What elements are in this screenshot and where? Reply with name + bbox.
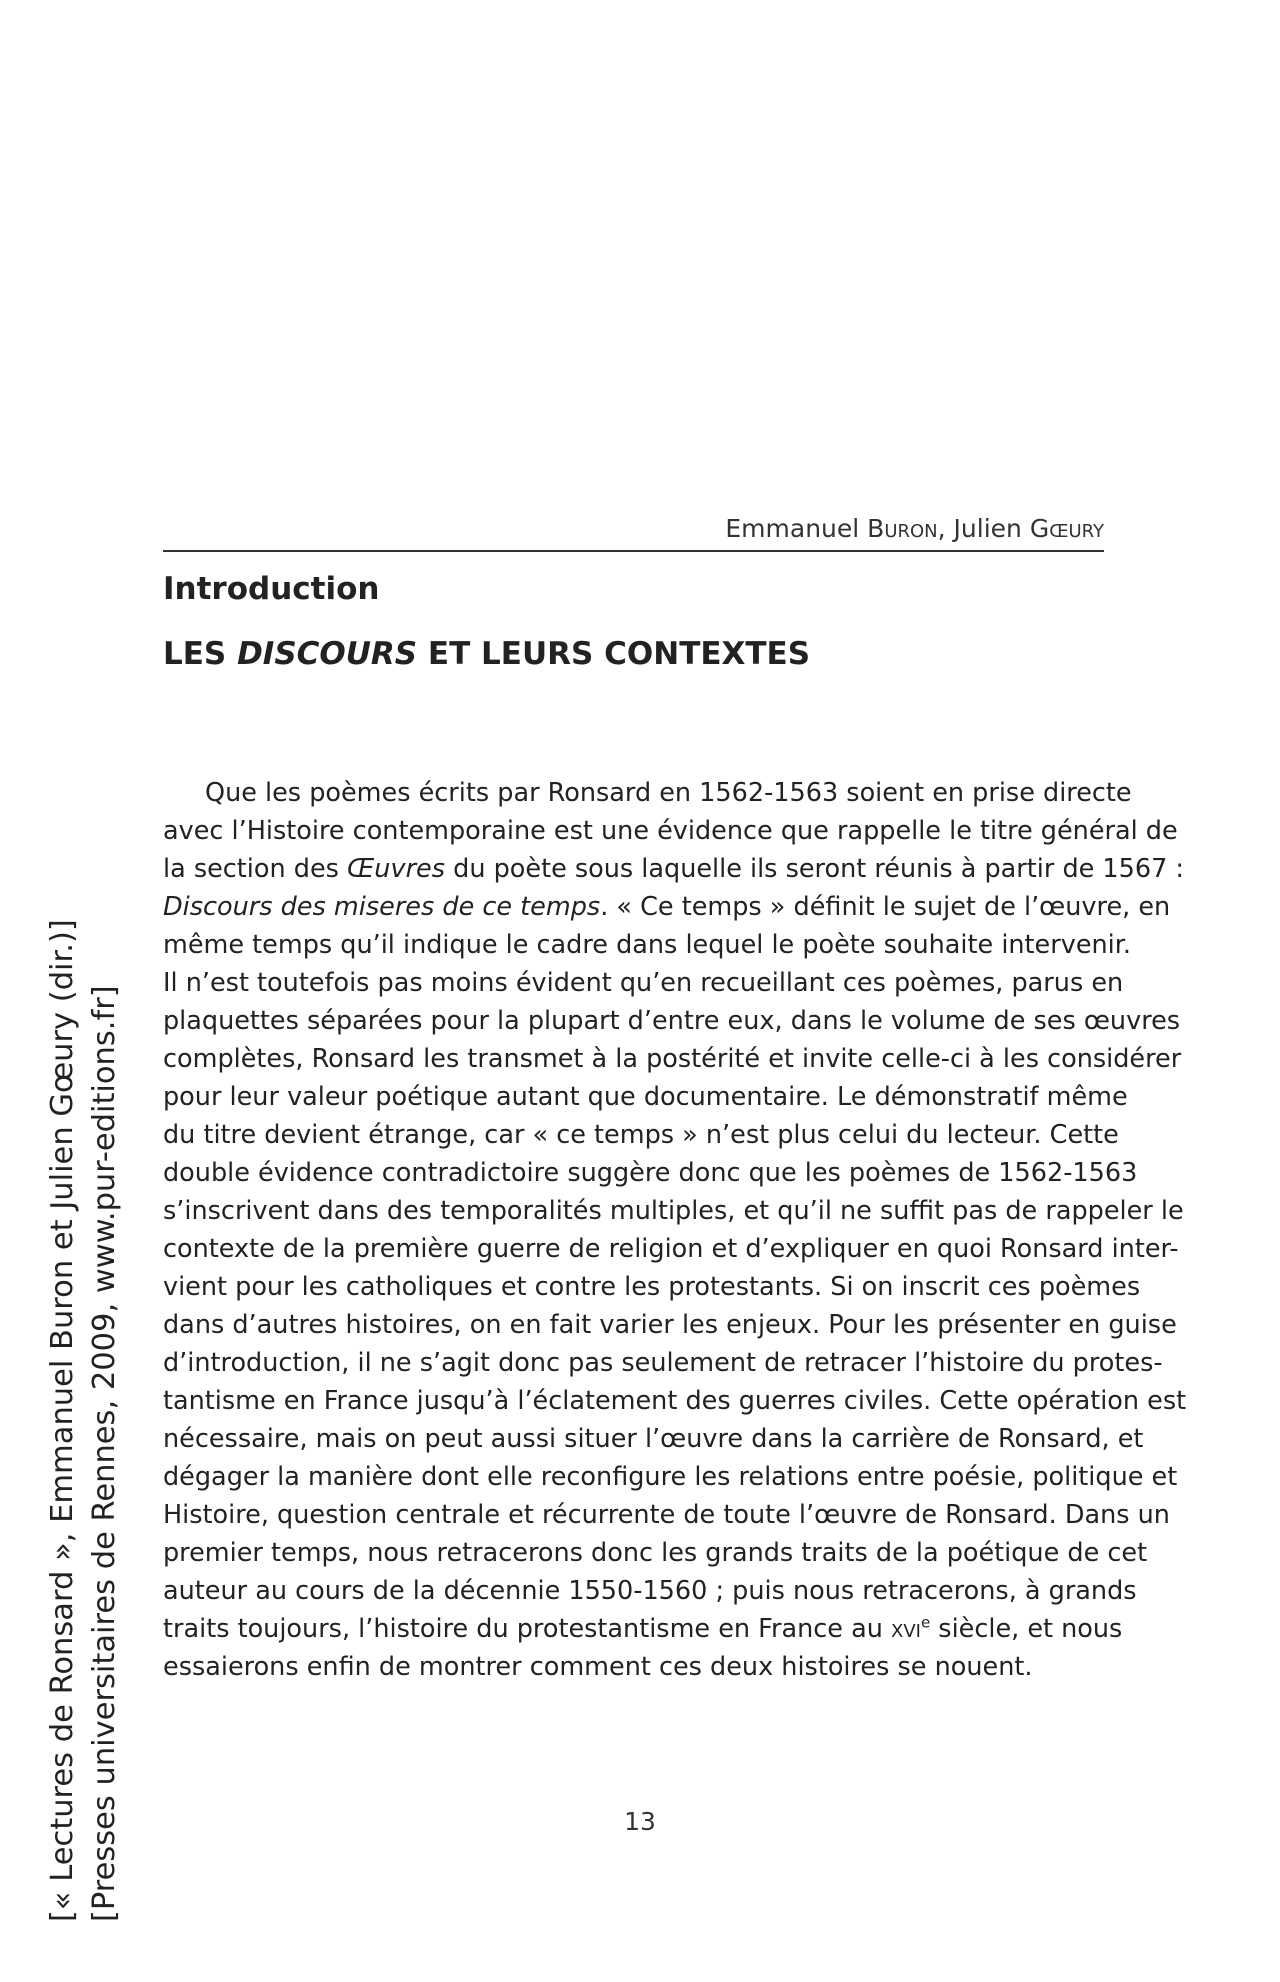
body-paragraph	[163, 774, 1187, 1686]
body-line-text: siècle, et nous	[930, 1614, 1123, 1644]
side-citation-line-2: [Presses universitaires de Rennes, 2009, www.pur-editions.fr]	[87, 985, 122, 1922]
chapter-title-part-1: LES	[163, 636, 238, 672]
body-line	[163, 888, 1171, 926]
body-line-text: du poète sous laquelle ils seront réunis à partir de 1567 :	[445, 854, 1185, 884]
chapter-title-italic: DISCOURS	[237, 636, 418, 672]
body-line: nécessaire, mais on peut aussi situer l’œuvre dans la carrière de Ronsard, et	[163, 1424, 1144, 1454]
author-1-first-name: Emmanuel	[725, 514, 868, 543]
century-small-caps: xvi	[890, 1614, 921, 1644]
body-line-text: la section des	[163, 854, 348, 884]
section-label: Introduction	[163, 571, 380, 607]
running-header-authors	[163, 511, 1104, 547]
body-line: complètes, Ronsard les transmet à la postérité et invite celle-ci à les considérer	[163, 1044, 1182, 1074]
body-line: vient pour les catholiques et contre les protestants. Si on inscrit ces poèmes	[163, 1272, 1141, 1302]
body-line: auteur au cours de la décennie 1550-1560 ; puis nous retracerons, à grands	[163, 1576, 1137, 1606]
body-line: dégager la manière dont elle reconfigure les relations entre poésie, politique et	[163, 1462, 1178, 1492]
body-line: d’introduction, il ne s’agit donc pas seulement de retracer l’histoire du protes-	[163, 1348, 1163, 1378]
body-line-text: traits toujours, l’histoire du protestantisme en France au	[163, 1614, 891, 1644]
body-line: du titre devient étrange, car « ce temps » n’est plus celui du lecteur. Cette	[163, 1120, 1119, 1150]
body-line: Histoire, question centrale et récurrente de toute l’œuvre de Ronsard. Dans un	[163, 1500, 1170, 1530]
side-citation-line-1: [« Lectures de Ronsard », Emmanuel Buron et Julien Gœury (dir.)]	[45, 919, 80, 1922]
body-line-italic: Œuvres	[347, 854, 446, 884]
body-line: double évidence contradictoire suggère donc que les poèmes de 1562-1563	[163, 1158, 1138, 1188]
body-line: Il n’est toutefois pas moins évident qu’en recueillant ces poèmes, parus en	[163, 968, 1124, 998]
body-line: s’inscrivent dans des temporalités multiples, et qu’il ne suffit pas de rappeler le	[163, 1196, 1184, 1226]
body-line: Que les poèmes écrits par Ronsard en 1562-1563 soient en prise directe	[205, 778, 1132, 808]
century-superscript: e	[920, 1613, 931, 1632]
chapter-title-part-2: ET LEURS CONTEXTES	[417, 636, 811, 672]
body-line: essaierons enfin de montrer comment ces deux histoires se nouent.	[163, 1652, 1033, 1682]
body-line: contexte de la première guerre de religion et d’expliquer en quoi Ronsard inter-	[163, 1234, 1179, 1264]
body-line: tantisme en France jusqu’à l’éclatement des guerres civiles. Cette opération est	[163, 1386, 1187, 1416]
body-line: même temps qu’il indique le cadre dans lequel le poète souhaite intervenir.	[163, 930, 1132, 960]
body-line: dans d’autres histoires, on en fait varier les enjeux. Pour les présenter en guise	[163, 1310, 1177, 1340]
author-2-first-name: Julien	[953, 514, 1030, 543]
author-1-last-name: Buron	[867, 514, 938, 543]
body-line	[163, 850, 1185, 888]
chapter-title	[163, 634, 810, 674]
body-line: plaquettes séparées pour la plupart d’entre eux, dans le volume de ses œuvres	[163, 1006, 1181, 1036]
page-number: 13	[624, 1807, 656, 1836]
header-rule	[163, 550, 1104, 552]
body-line: premier temps, nous retracerons donc les grands traits de la poétique de cet	[163, 1538, 1148, 1568]
body-line-italic: Discours des miseres de ce temps	[163, 892, 601, 922]
author-2-last-name: Gœury	[1029, 514, 1104, 543]
body-line-text: . « Ce temps » définit le sujet de l’œuvre, en	[600, 892, 1171, 922]
body-line: avec l’Histoire contemporaine est une évidence que rappelle le titre général de	[163, 816, 1178, 846]
body-line: pour leur valeur poétique autant que documentaire. Le démonstratif même	[163, 1082, 1128, 1112]
body-line	[163, 1610, 1123, 1648]
side-citation	[42, 919, 126, 1922]
author-separator: ,	[937, 514, 954, 543]
